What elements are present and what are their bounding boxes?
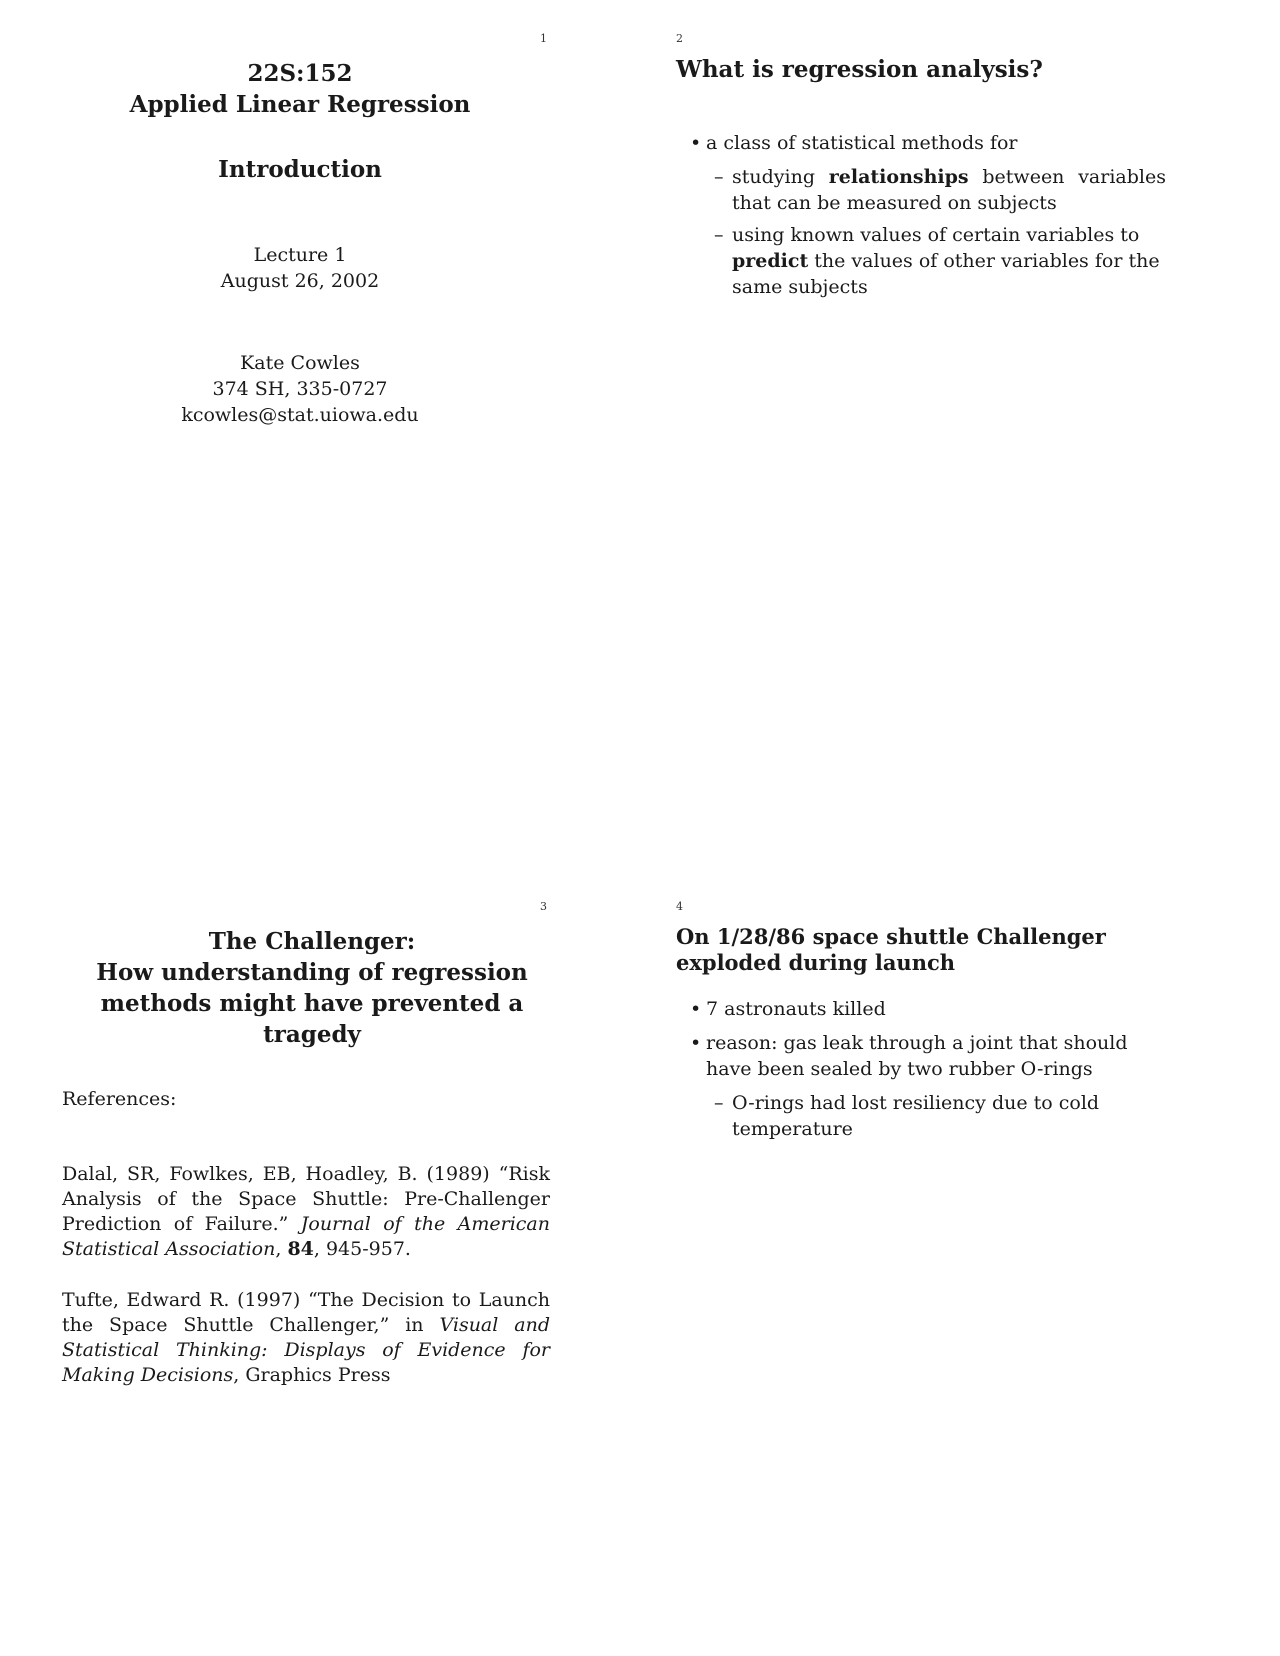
- bold-term-relationships: relationships: [828, 166, 969, 188]
- dash-marker: –: [714, 224, 724, 246]
- sub-item-text: O-rings had lost resiliency due to cold temperature: [732, 1092, 1100, 1140]
- course-title: Applied Linear Regression: [129, 91, 471, 118]
- bullet-marker: •: [690, 1032, 702, 1054]
- page-number: 4: [676, 900, 683, 913]
- slide-1: [50, 30, 550, 830]
- list-item: [676, 1030, 1166, 1082]
- journal-volume: 84: [287, 1238, 314, 1260]
- sub-list-item: [676, 1090, 1166, 1142]
- title-line: The Challenger:: [208, 928, 416, 955]
- list-item-text: a class of statistical methods for: [706, 132, 1018, 154]
- reference-text: Tufte, Edward R. (1997) “The Decision to Launch the Space Shuttle Challenger,” in: [62, 1289, 550, 1336]
- lecture-subtitle: Introduction: [218, 156, 382, 183]
- course-title-block: [50, 58, 550, 120]
- references-label: References:: [62, 1088, 177, 1110]
- slide-2: [676, 30, 1166, 830]
- dash-marker: –: [714, 166, 724, 188]
- author-email: kcowles@stat.uiowa.edu: [181, 404, 419, 426]
- title-line: How understanding of regression: [96, 959, 528, 986]
- bullet-marker: •: [690, 998, 702, 1020]
- lecture-info: [50, 242, 550, 294]
- journal-pages: , 945-957.: [313, 1238, 411, 1260]
- list-item: [676, 130, 1166, 156]
- reference-separator: ,: [275, 1238, 288, 1260]
- title-line: methods might have prevented a: [100, 990, 524, 1017]
- lecture-number: Lecture 1: [253, 244, 347, 266]
- sub-item-text: the values of other variables for the same subjects: [732, 250, 1160, 298]
- list-item-text: 7 astronauts killed: [706, 998, 886, 1020]
- sub-item-text: using known values of certain variables to: [732, 224, 1140, 246]
- sub-list-item: [676, 164, 1166, 216]
- lecture-date: August 26, 2002: [220, 270, 380, 292]
- course-code: 22S:152: [247, 60, 353, 87]
- slide-heading: What is regression analysis?: [676, 56, 1043, 83]
- reference-tufte: [62, 1288, 550, 1388]
- page-number: 2: [676, 32, 683, 45]
- list-item: [676, 996, 1166, 1022]
- bold-term-predict: predict: [732, 250, 809, 272]
- page-number: 1: [540, 32, 547, 45]
- slide-3: [62, 898, 562, 1648]
- list-item-text: reason: gas leak through a joint that should have been sealed by two rubber O-rings: [706, 1032, 1128, 1080]
- sub-item-text: between variables that can be measured on subjects: [732, 166, 1166, 214]
- bullet-marker: •: [690, 132, 702, 154]
- author-info: [50, 350, 550, 428]
- slide-4: [676, 898, 1166, 1648]
- reference-text: Dalal, SR, Fowlkes, EB, Hoadley, B. (1989) “Risk Analysis of the Space Shuttle: Pre-Challenger Prediction of Failure.”: [62, 1163, 550, 1235]
- book-title: Visual and Statistical Thinking: Displays of Evidence for Making Decisions: [62, 1314, 551, 1386]
- journal-title: Journal of the American Statistical Association: [62, 1213, 550, 1260]
- title-line: tragedy: [263, 1021, 361, 1048]
- page-number: 3: [540, 900, 547, 913]
- author-name: Kate Cowles: [240, 352, 360, 374]
- slide-heading: On 1/28/86 space shuttle Challenger exploded during launch: [676, 924, 1106, 975]
- bullet-list: [676, 996, 1166, 1148]
- sub-list-item: [676, 222, 1166, 300]
- reference-dalal: [62, 1162, 550, 1262]
- author-office: 374 SH, 335-0727: [212, 378, 388, 400]
- dash-marker: –: [714, 1092, 724, 1114]
- slide-title: [62, 926, 562, 1050]
- sub-item-text: studying: [732, 166, 829, 188]
- reference-text: , Graphics Press: [233, 1364, 391, 1386]
- bullet-list: [676, 130, 1166, 306]
